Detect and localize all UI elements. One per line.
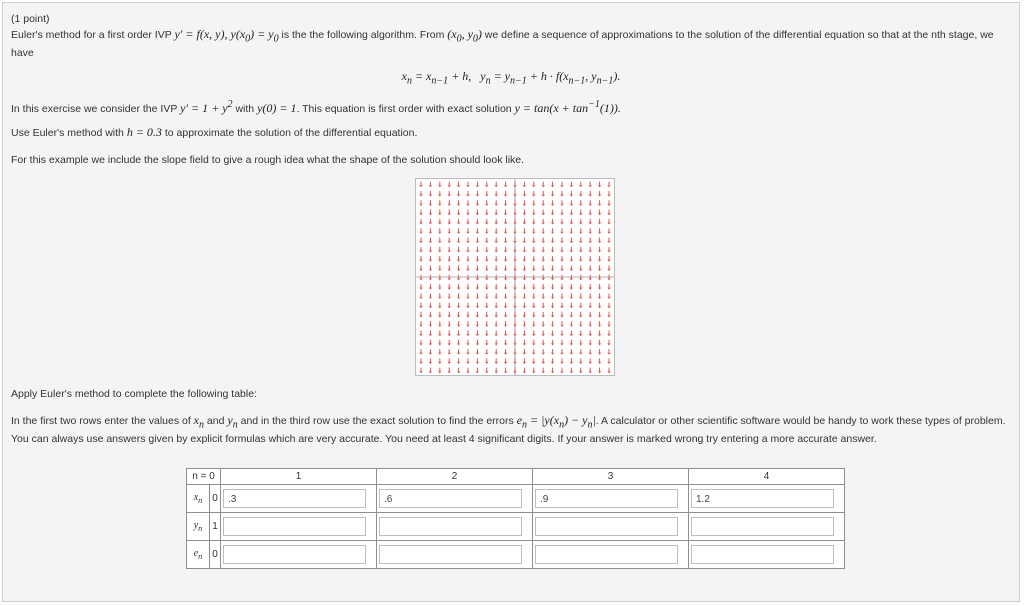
euler-formula: $x_n = x_{n-1} + h$, $y_n = y_{n-1} + h \cdot f(x_{n-1}$, $y_{n-1}$). [401,69,621,87]
ivp-text-1: In this exercise we consider the IVP [11,103,181,115]
col-header-2: 2 [377,469,533,485]
table-row-yn [187,513,845,541]
n-label: n = 0 [187,469,221,485]
ivp-formula: y′ = f(x, y), $y(x_0) = y_0$ [174,27,279,45]
table-row-en [187,541,845,569]
slope-field-caption: For this example we include the slope field to give a rough idea what the shape of the solution should look like. [11,154,525,166]
xn-symbol: $x_n$ [193,413,204,431]
en-initial: 0 [210,541,221,569]
instr-text-3: and in the third row use the exact solution to find the errors [237,415,517,427]
instr-text-4: . A calculator or other scientific software would be handy to work these types of problem. You can always use answers given by explicit formulas which are very accurate. You need at least 4 significant digits. If your answer is marked wrong try entering a more accurate answer. [11,415,1006,446]
euler-table [186,468,845,569]
row-label-en: $e_n$ [187,541,210,569]
en-input-4[interactable] [691,545,834,564]
intro-text-1: Euler's method for a first order IVP [11,29,175,41]
intro-text-3: we define a sequence of approximations to the solution of the differential equation so that at the nth stage, we have [11,29,994,60]
row-label-yn: $y_n$ [187,513,210,541]
initial-point: ($x_0$, $y_0$) [447,27,482,45]
instructions-paragraph [11,413,1019,446]
en-input-1[interactable] [223,545,366,564]
xn-input-3[interactable]: .9 [535,489,678,508]
yn-input-2[interactable] [379,517,522,536]
intro-paragraph [11,27,1011,60]
table-row-xn [187,485,845,513]
slope-field-plot [415,178,615,376]
ivp-paragraph [11,98,621,116]
col-header-1: 1 [221,469,377,485]
initial-condition: y(0) = 1 [257,101,297,115]
point-value: (1 point) [11,13,50,25]
yn-input-1[interactable] [223,517,366,536]
h-text-1: Use Euler's method with [11,127,127,139]
en-input-2[interactable] [379,545,522,564]
slope-field-svg [416,179,614,375]
xn-input-4[interactable]: 1.2 [691,489,834,508]
yn-initial: 1 [210,513,221,541]
ivp-text-2: with [232,103,258,115]
error-formula: $e_n = |y(x_n) - y_n|$ [516,413,596,431]
yn-input-4[interactable] [691,517,834,536]
yn-input-3[interactable] [535,517,678,536]
instr-text-2: and [204,415,228,427]
table-header-row [187,469,845,485]
xn-input-2[interactable]: .6 [379,489,522,508]
ivp-text-3: . This equation is first order with exact solution [296,103,515,115]
col-header-4: 4 [689,469,845,485]
en-input-3[interactable] [535,545,678,564]
h-paragraph [11,125,417,140]
h-text-2: to approximate the solution of the differential equation. [161,127,418,139]
exact-solution: $y = \tan(x + \tan^{-1}(1))$. [514,99,621,115]
xn-input-1[interactable]: .3 [223,489,366,508]
apply-text: Apply Euler's method to complete the following table: [11,388,257,400]
xn-initial: 0 [210,485,221,513]
step-size: h = 0.3 [126,125,162,139]
yn-symbol: $y_n$ [227,413,238,431]
col-header-3: 3 [533,469,689,485]
instr-text-1: In the first two rows enter the values of [11,415,194,427]
intro-text-2: is the the following algorithm. From [278,29,448,41]
row-label-xn: $x_n$ [187,485,210,513]
ode-formula: $y' = 1 + y^2$ [180,99,233,115]
